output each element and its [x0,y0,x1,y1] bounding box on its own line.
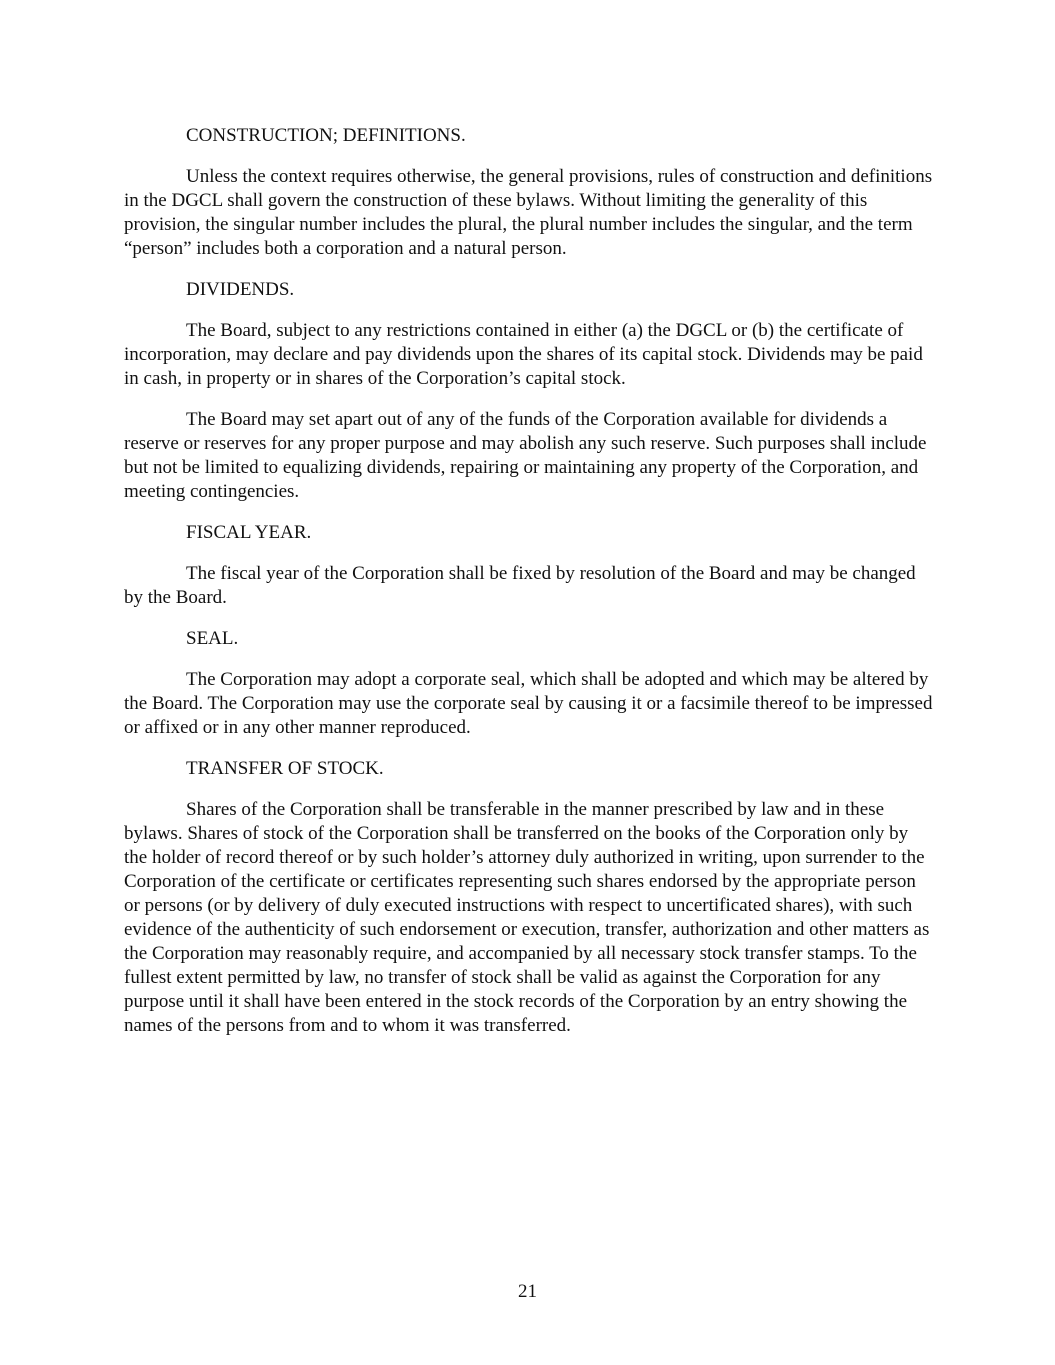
section-heading: FISCAL YEAR. [186,522,312,543]
paragraph: The fiscal year of the Corporation shall be fixed by resolution of the Board and may be changed by the Board. [124,563,916,608]
section-dividends [124,278,934,504]
section-heading: TRANSFER OF STOCK. [186,758,384,779]
section-fiscal-year [124,521,934,610]
page-number: 21 [518,1281,537,1302]
section-seal [124,627,934,740]
section-heading: DIVIDENDS. [186,279,295,300]
section-transfer-of-stock [124,757,934,1038]
paragraph: Shares of the Corporation shall be transferable in the manner prescribed by law and in these bylaws. Shares of stock of the Corporation shall be transferred on the books of the Corporation only by the holder of record thereof or by such holder’s attorney duly authorized in writing, upon surrender to the Corporation of the certificate or certificates representing such shares endorsed by the appropriate person or persons (or by delivery of duly executed instructions with respect to uncertificated shares), with such evidence of the authenticity of such endorsement or execution, transfer, authorization and other matters as the Corporation may reasonably require, and accompanied by all necessary stock transfer stamps. To the fullest extent permitted by law, no transfer of stock shall be valid as against the Corporation for any purpose until it shall have been entered in the stock records of the Corporation by an entry showing the names of the persons from and to whom it was transferred. [124,799,930,1036]
paragraph: Unless the context requires otherwise, the general provisions, rules of construction and definitions in the DGCL shall govern the construction of these bylaws. Without limiting the generality of this provision, the singular number includes the plural, the plural number includes the singular, and the term “person” includes both a corporation and a natural person. [124,166,933,259]
paragraph: The Board, subject to any restrictions contained in either (a) the DGCL or (b) the certificate of incorporation, may declare and pay dividends upon the shares of its capital stock. Dividends may be paid in cash, in property or in shares of the Corporation’s capital stock. [124,320,923,389]
section-construction-definitions [124,124,934,261]
section-heading: SEAL. [186,628,239,649]
document-body [124,124,934,1055]
paragraph: The Board may set apart out of any of the funds of the Corporation available for dividends a reserve or reserves for any proper purpose and may abolish any such reserve. Such purposes shall include but not be limited to equalizing dividends, repairing or maintaining any property of the Corporation, and meeting contingencies. [124,409,927,502]
section-heading: CONSTRUCTION; DEFINITIONS. [186,125,466,146]
paragraph: The Corporation may adopt a corporate seal, which shall be adopted and which may be altered by the Board. The Corporation may use the corporate seal by causing it or a facsimile thereof to be impressed or affixed or in any other manner reproduced. [124,669,933,738]
